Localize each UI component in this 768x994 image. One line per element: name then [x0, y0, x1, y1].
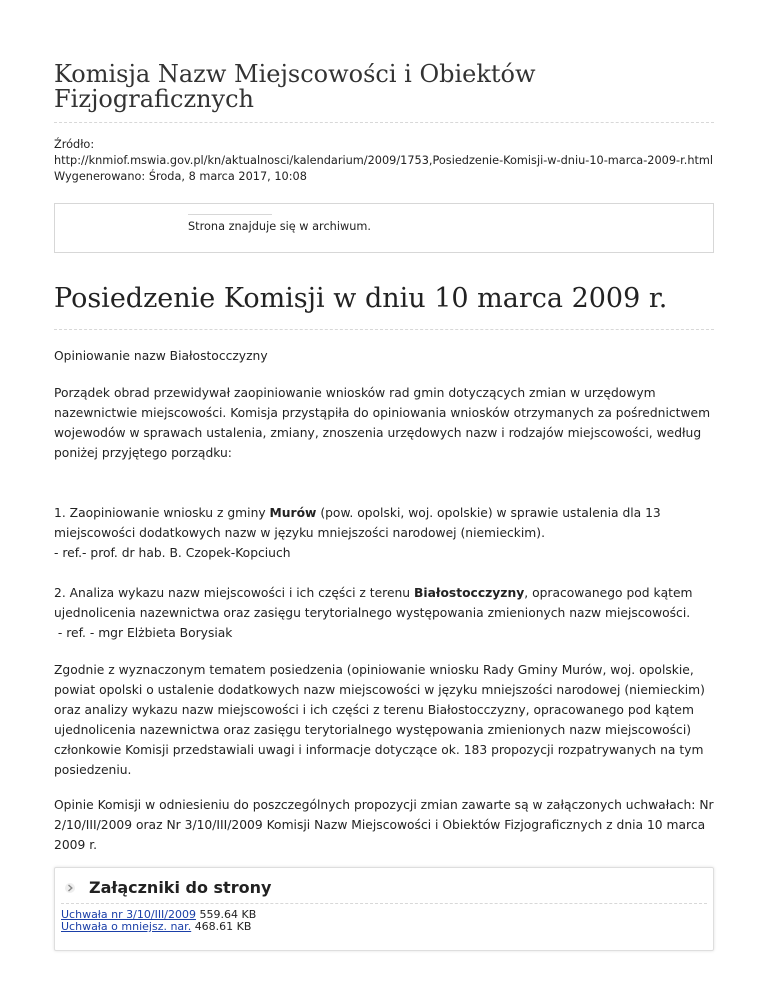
attachment-link-uchwala-mniejsz[interactable]: Uchwała o mniejsz. nar.: [61, 920, 192, 933]
source-label: Źródło:: [54, 138, 95, 151]
print-meta: [54, 137, 714, 185]
article-conclusion: Opinie Komisji w odniesieniu do poszczególnych propozycji zmian zawarte są w załączonych uchwałach: Nr 2/10/III/2009 oraz Nr 3/10/III/2009 Komisji Nazw Miejscowości i Obiektów Fizjograficznych z dnia 10 marca 2009 r.: [54, 798, 714, 852]
attachments-header: [61, 878, 707, 904]
agenda-item-2: [54, 583, 714, 643]
article-intro: Porządek obrad przewidywał zaopiniowanie wniosków rad gmin dotyczących zmian w urzędowym nazewnictwie miejscowości. Komisja przystąpiła do opiniowania wniosków otrzymanych za pośrednictwem wojewodów w sprawach ustalenia, zmiany, znoszenia urzędowych nazw i rodzajów miejscowości, według poniżej przyjętego porządku:: [54, 386, 711, 460]
article-lead: Opiniowanie nazw Białostocczyzny: [54, 349, 268, 363]
agenda-item-2-prefix: 2. Analiza wykazu nazw miejscowości i ich części z terenu: [54, 586, 415, 600]
article-body: [54, 346, 714, 855]
agenda-item-1-ref: - ref.- prof. dr hab. B. Czopek-Kopciuch: [54, 546, 291, 560]
attachments-list: [61, 909, 707, 933]
agenda-item-2-suffix: , opracowanego pod kątem ujednolicenia nazewnictwa oraz zasięgu terytorialnego występowania zmienionych nazw miejscowości.: [54, 586, 693, 620]
attachment-link-uchwala-3[interactable]: Uchwała nr 3/10/III/2009: [61, 908, 197, 921]
site-title: Komisja Nazw Miejscowości i Obiektów Fizjograficznych: [54, 0, 714, 123]
page: [54, 0, 714, 951]
agenda-item-1-suffix: (pow. opolski, woj. opolskie) w sprawie ustalenia dla 13 miejscowości dodatkowych nazw w języku mniejszości narodowej (niemieckim).: [54, 506, 661, 540]
attachment-size: 559.64 KB: [199, 908, 257, 921]
archive-notice-box: [54, 203, 714, 253]
agenda-item-2-bold: Białostocczyzny: [414, 586, 525, 600]
attachments-box: [54, 867, 714, 951]
attachments-title: Załączniki do strony: [89, 878, 272, 897]
page-title: Posiedzenie Komisji w dniu 10 marca 2009 r.: [54, 283, 714, 330]
attachment-size: 468.61 KB: [194, 920, 252, 933]
agenda-item-1-bold: Murów: [269, 506, 317, 520]
archive-divider: [188, 214, 272, 215]
arrow-bullet-icon: [63, 881, 77, 895]
attachment-item: [61, 921, 707, 933]
agenda-item-1-prefix: 1. Zaopiniowanie wniosku z gminy: [54, 506, 270, 520]
agenda-item-2-ref: - ref. - mgr Elżbieta Borysiak: [54, 626, 233, 640]
agenda-item-1: [54, 503, 714, 563]
source-url: http://knmiof.mswia.gov.pl/kn/aktualnosci/kalendarium/2009/1753,Posiedzenie-Komisji-w-dniu-10-marca-2009-r.html: [54, 154, 714, 167]
archive-notice: Strona znajduje się w archiwum.: [188, 220, 371, 233]
generated-date: Wygenerowano: Środa, 8 marca 2017, 10:08: [54, 170, 307, 183]
article-summary: Zgodnie z wyznaczonym tematem posiedzenia (opiniowanie wniosku Rady Gminy Murów, woj. opolskie, powiat opolski o ustalenie dodatkowych nazw miejscowości w języku mniejszości narodowej (niemieckim) oraz analizy wykazu nazw miejscowości i ich części z terenu Białostocczyzny, opracowanego pod kątem ujednolicenia nazewnictwa oraz zasięgu terytorialnego występowania zmienionych nazw miejscowości) członkowie Komisji przedstawiali uwagi i informacje dotyczące ok. 183 propozycji rozpatrywanych na tym posiedzeniu.: [54, 663, 705, 777]
